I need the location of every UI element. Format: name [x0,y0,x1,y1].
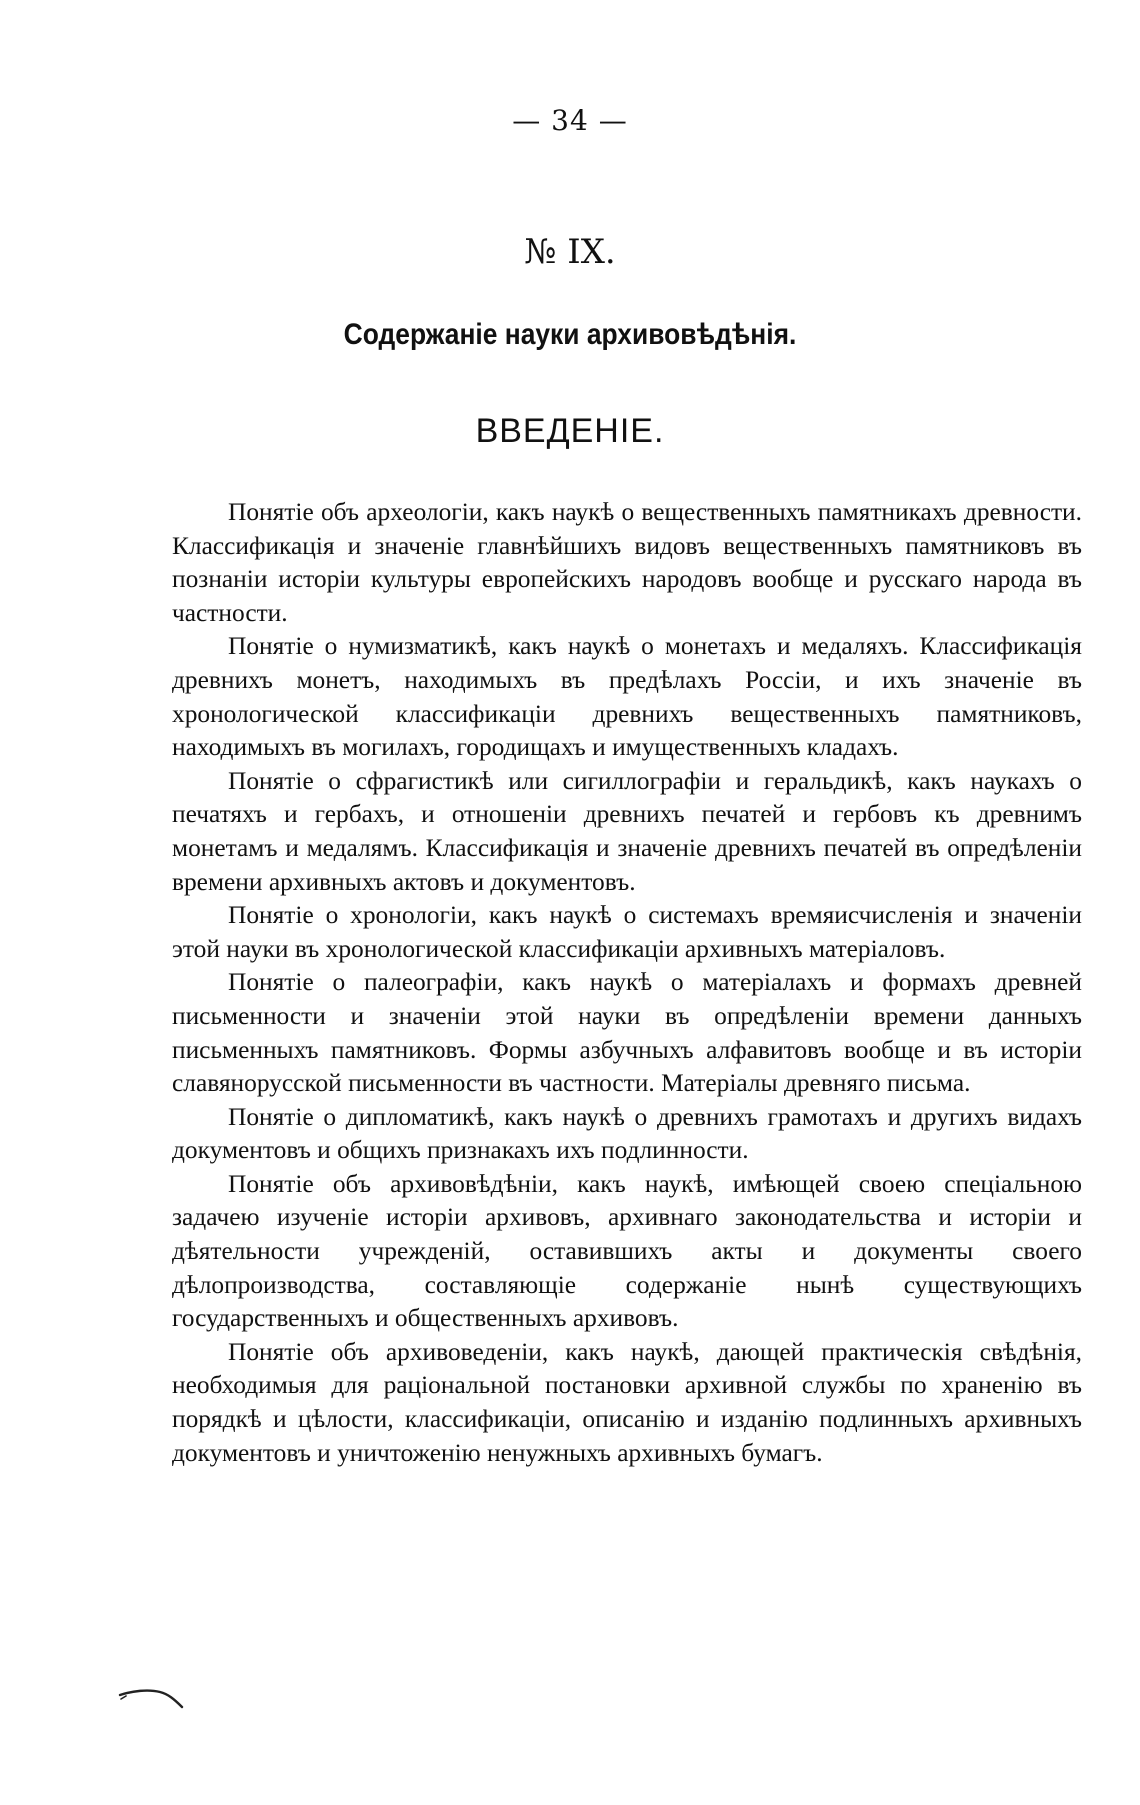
section-heading: ВВЕДЕНІЕ. [475,412,665,450]
paragraph-diplomatics: Понятіе о дипломатикѣ, какъ наукѣ о древнихъ грамотахъ и другихъ видахъ документовъ и общихъ признакахъ ихъ подлинности. [172,1102,1082,1165]
paragraph-chronology: Понятіе о хронологіи, какъ наукѣ о системахъ времяисчисленія и значеніи этой науки въ хронологической классификаціи архивныхъ матеріаловъ. [172,901,1082,963]
document-title: Содержаніе науки архивовѣдѣнія. [343,318,797,351]
paragraph-palaeography: Понятіе о палеографіи, какъ наукѣ о матеріалахъ и формахъ древней письменности и значеніи этой науки въ опредѣленіи времени данныхъ письменныхъ памятниковъ. Формы азбучныхъ алфавитовъ вообще и въ исторіи славянорусской письменности въ частности. Матеріалы древняго письма. [172,968,1082,1098]
ink-mark-decoration [118,1685,188,1711]
page-number: — 34 — [512,104,628,137]
paragraph-archaeology: Понятіе объ археологіи, какъ наукѣ о вещественныхъ памятникахъ древности. Классификація и значеніе главнѣйшихъ видовъ вещественныхъ памятниковъ въ познаніи исторіи культуры европейскихъ народовъ вообще и русскаго народа въ частности. [172,498,1082,627]
paragraph-sphragistics: Понятіе о сфрагистикѣ или сигиллографіи и геральдикѣ, какъ наукахъ о печатяхъ и гербахъ, и отношеніи древнихъ печатей и гербовъ къ древнимъ монетамъ и медалямъ. Классификація и значеніе древнихъ печатей въ опредѣленіи времени архивныхъ актовъ и документовъ. [172,766,1082,896]
body-text [172,496,1082,1470]
paragraph-archival-practice: Понятіе объ архивоведеніи, какъ наукѣ, дающей практическія свѣдѣнія, необходимыя для раціональной постановки архивной службы по храненію въ порядкѣ и цѣлости, классификаціи, описанію и изданію подлинныхъ архивныхъ документовъ и уничтоженію ненужныхъ архивныхъ бумагъ. [172,1337,1082,1467]
paragraph-numismatics: Понятіе о нумизматикѣ, какъ наукѣ о монетахъ и медаляхъ. Классификація древнихъ монетъ, находимыхъ въ предѣлахъ Россіи, и ихъ значеніе въ хронологической классификаціи древнихъ вещественныхъ памятниковъ, находимыхъ въ могилахъ, городищахъ и имущественныхъ кладахъ. [172,632,1082,762]
document-number: № IX. [524,232,616,272]
paragraph-archival-history: Понятіе объ архивовѣдѣніи, какъ наукѣ, имѣющей своею спеціальною задачею изученіе исторіи архивовъ, архивнаго законодательства и исторіи и дѣятельности учрежденій, оставившихъ акты и документы своего дѣлопроизводства, составляющіе содержаніе нынѣ существующихъ государственныхъ и общественныхъ архивовъ. [172,1169,1082,1333]
